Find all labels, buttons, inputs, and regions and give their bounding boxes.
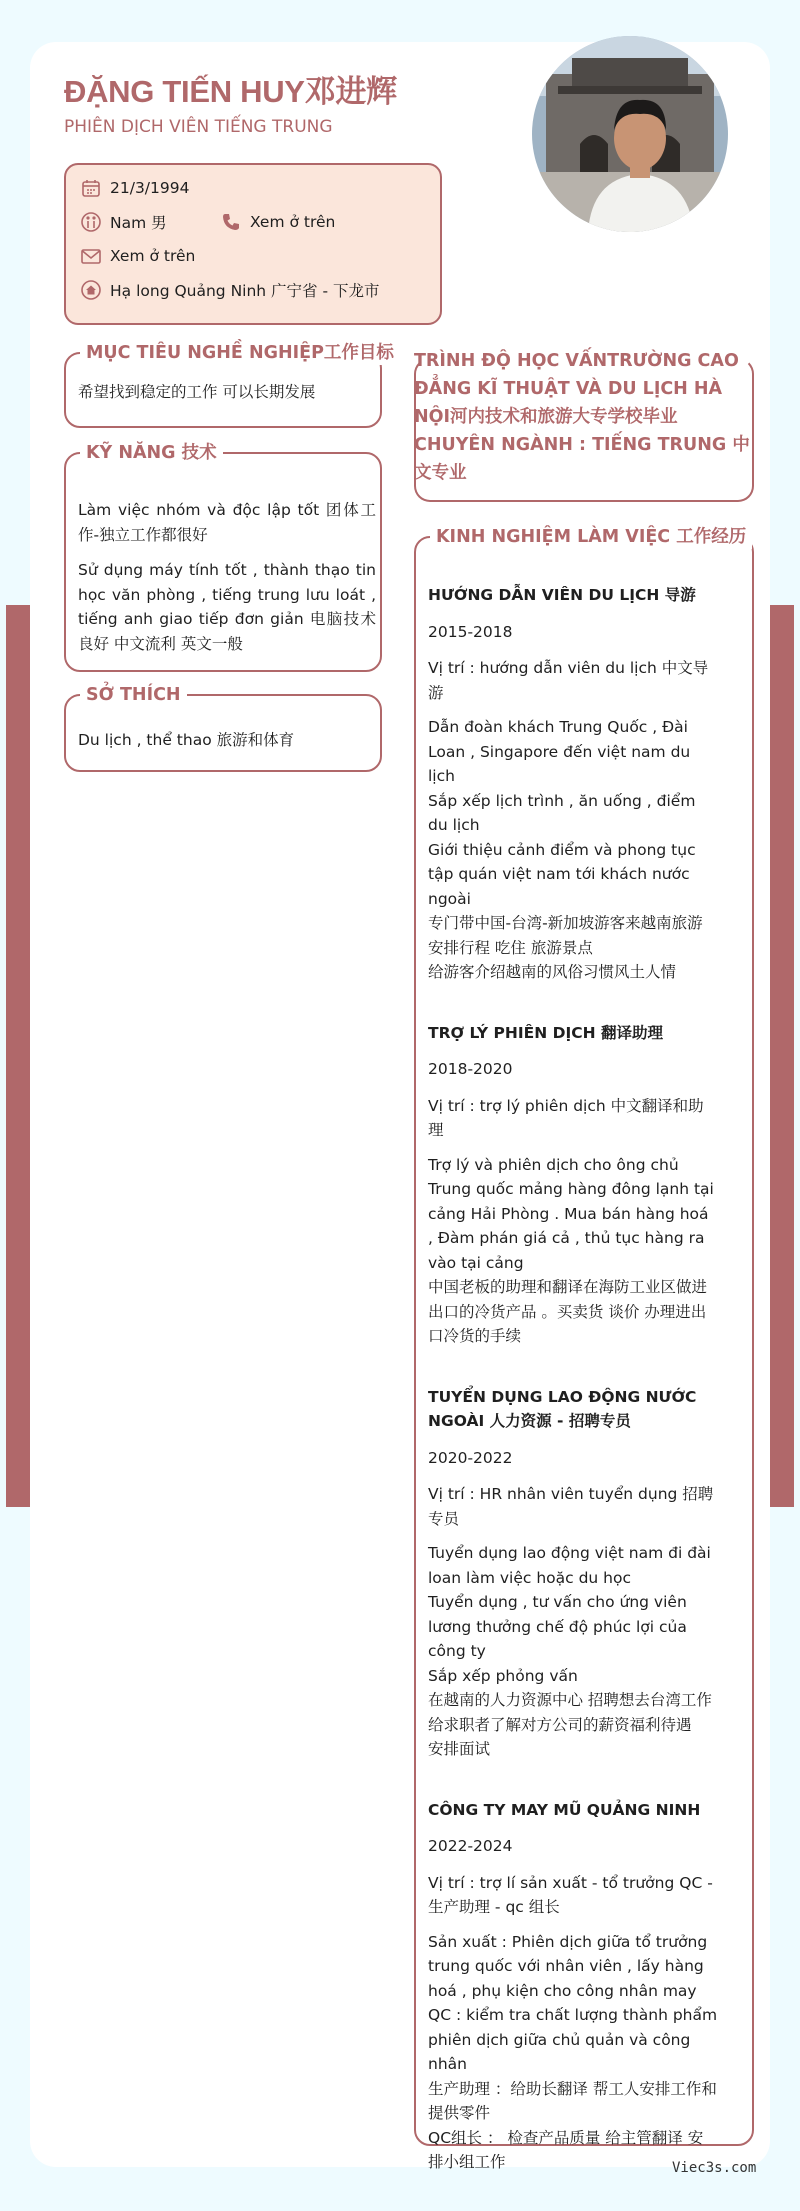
hobbies-text: Du lịch , thể thao 旅游和体育 [78,731,295,749]
experience-company: TRỢ LÝ PHIÊN DỊCH 翻译助理 [428,1023,663,1042]
experience-company: CÔNG TY MAY MŨ QUẢNG NINH [428,1800,701,1819]
experience-description: Sản xuất : Phiên dịch giữa tổ trưởng trung quốc với nhân viên , lấy hàng hoá , phụ kiện cho công nhân may QC : kiểm tra chất lượng thành phẩm phiên dịch giữa chủ quản và công nhân 生产助理 ：给助长翻译 帮工人安排工作和提供零件 QC组长 ： 检查产品质量 给主管翻译 安排小组工作 [428,1932,718,2171]
skills-title: KỸ NĂNG 技术 [80,441,223,465]
contact-birthday-row [80,177,189,199]
experience-position: Vị trí : hướng dẫn viên du lịch 中文导游 [428,659,709,702]
home-icon [80,279,102,301]
experience-position: Vị trí : HR nhân viên tuyển dụng 招聘专员 [428,1485,714,1528]
career-objective-section [64,343,394,428]
experience-item [428,1021,718,1349]
contact-phone-row [220,211,335,233]
contact-address: Hạ long Quảng Ninh 广宁省 - 下龙市 [110,282,380,300]
footer-watermark: Viec3s.com [672,2160,757,2176]
candidate-name: ĐẶNG TIẾN HUY邓进辉 [64,74,397,109]
contact-gender-row [80,211,167,233]
email-icon [80,245,102,267]
experience-company: HƯỚNG DẪN VIÊN DU LỊCH 导游 [428,586,696,604]
contact-email: Xem ở trên [110,247,196,265]
phone-icon [220,211,242,233]
gender-icon [80,211,102,233]
experience-item [428,1385,718,1762]
experience-description: Dẫn đoàn khách Trung Quốc , Đài Loan , Singapore đến việt nam du lịch Sắp xếp lịch trình , ăn uống , điểm du lịch Giới thiệu cảnh điểm và phong tục tập quán việt nam tới khách nước ngoài 专门带中国-台湾-新加坡游客来越南旅游 安排行程 吃住 旅游景点 给游客介绍越南的风俗习惯风土人情 [428,718,703,981]
experience-position: Vị trí : trợ lí sản xuất - tổ trưởng QC - 生产助理 - qc 组长 [428,1873,713,1916]
experience-period: 2018-2020 [428,1060,513,1078]
experience-period: 2015-2018 [428,622,513,641]
contact-phone: Xem ở trên [250,213,336,231]
career-objective-title: MỤC TIÊU NGHỀ NGHIỆP工作目标 [80,341,400,365]
experience-item [428,583,718,985]
work-experience-title: KINH NGHIỆM LÀM VIỆC 工作经历 [430,525,752,549]
experience-item [428,1798,718,2175]
education-text: TRÌNH ĐỘ HỌC VẤNTRƯỜNG CAO ĐẲNG KĨ THUẬT VÀ DU LỊCH HÀ NỘI河内技术和旅游大专学校毕业 CHUYÊN NGÀNH : TIẾNG TRUNG 中文专业 [414,351,750,483]
contact-email-row [80,245,195,267]
experience-period: 2022-2024 [428,1837,513,1855]
skills-section [64,443,382,672]
calendar-icon [80,177,102,199]
left-accent-band [6,605,30,1507]
candidate-job-title: PHIÊN DỊCH VIÊN TIẾNG TRUNG [64,117,333,137]
contact-gender: Nam 男 [110,214,167,232]
contact-info-card [64,163,442,325]
contact-address-row [80,279,380,301]
hobbies-title: SỞ THÍCH [80,683,187,707]
experience-position: Vị trí : trợ lý phiên dịch 中文翻译和助理 [428,1096,704,1139]
right-accent-band [770,605,794,1507]
profile-photo [532,36,728,232]
work-experience-list [428,583,718,2211]
experience-description: Trợ lý và phiên dịch cho ông chủ Trung quốc mảng hàng đông lạnh tại cảng Hải Phòng . Mua bán hàng hoá , Đàm phán giá cả , thủ tục hàng ra vào tại cảng 中国老板的助理和翻译在海防工业区做进出口的冷货产品 。买卖货 谈价 办理进出口冷货的手续 [428,1155,714,1345]
skills-item: Làm việc nhóm và độc lập tốt 团体工作-独立工作都很好 [78,501,376,544]
experience-description: Tuyển dụng lao động việt nam đi đài loan làm việc hoặc du học Tuyển dụng , tư vấn cho ứng viên lương thưởng chế độ phúc lợi của công ty Sắp xếp phỏng vấn 在越南的人力资源中心 招聘想去台湾工作 给求职者了解对方公司的薪资福利待遇 安排面试 [428,1544,712,1758]
experience-period: 2020-2022 [428,1448,513,1467]
skills-item: Sử dụng máy tính tốt , thành thạo tin học văn phòng , tiếng trung lưu loát , tiếng anh giao tiếp đơn giản 电脑技术良好 中文流利 英文一般 [78,561,376,653]
experience-company: TUYỂN DỤNG LAO ĐỘNG NƯỚC NGOÀI 人力资源 - 招聘专员 [428,1387,697,1430]
hobbies-section [64,685,382,772]
contact-birthday: 21/3/1994 [110,179,190,197]
career-objective-text: 希望找到稳定的工作 可以长期发展 [78,383,316,401]
